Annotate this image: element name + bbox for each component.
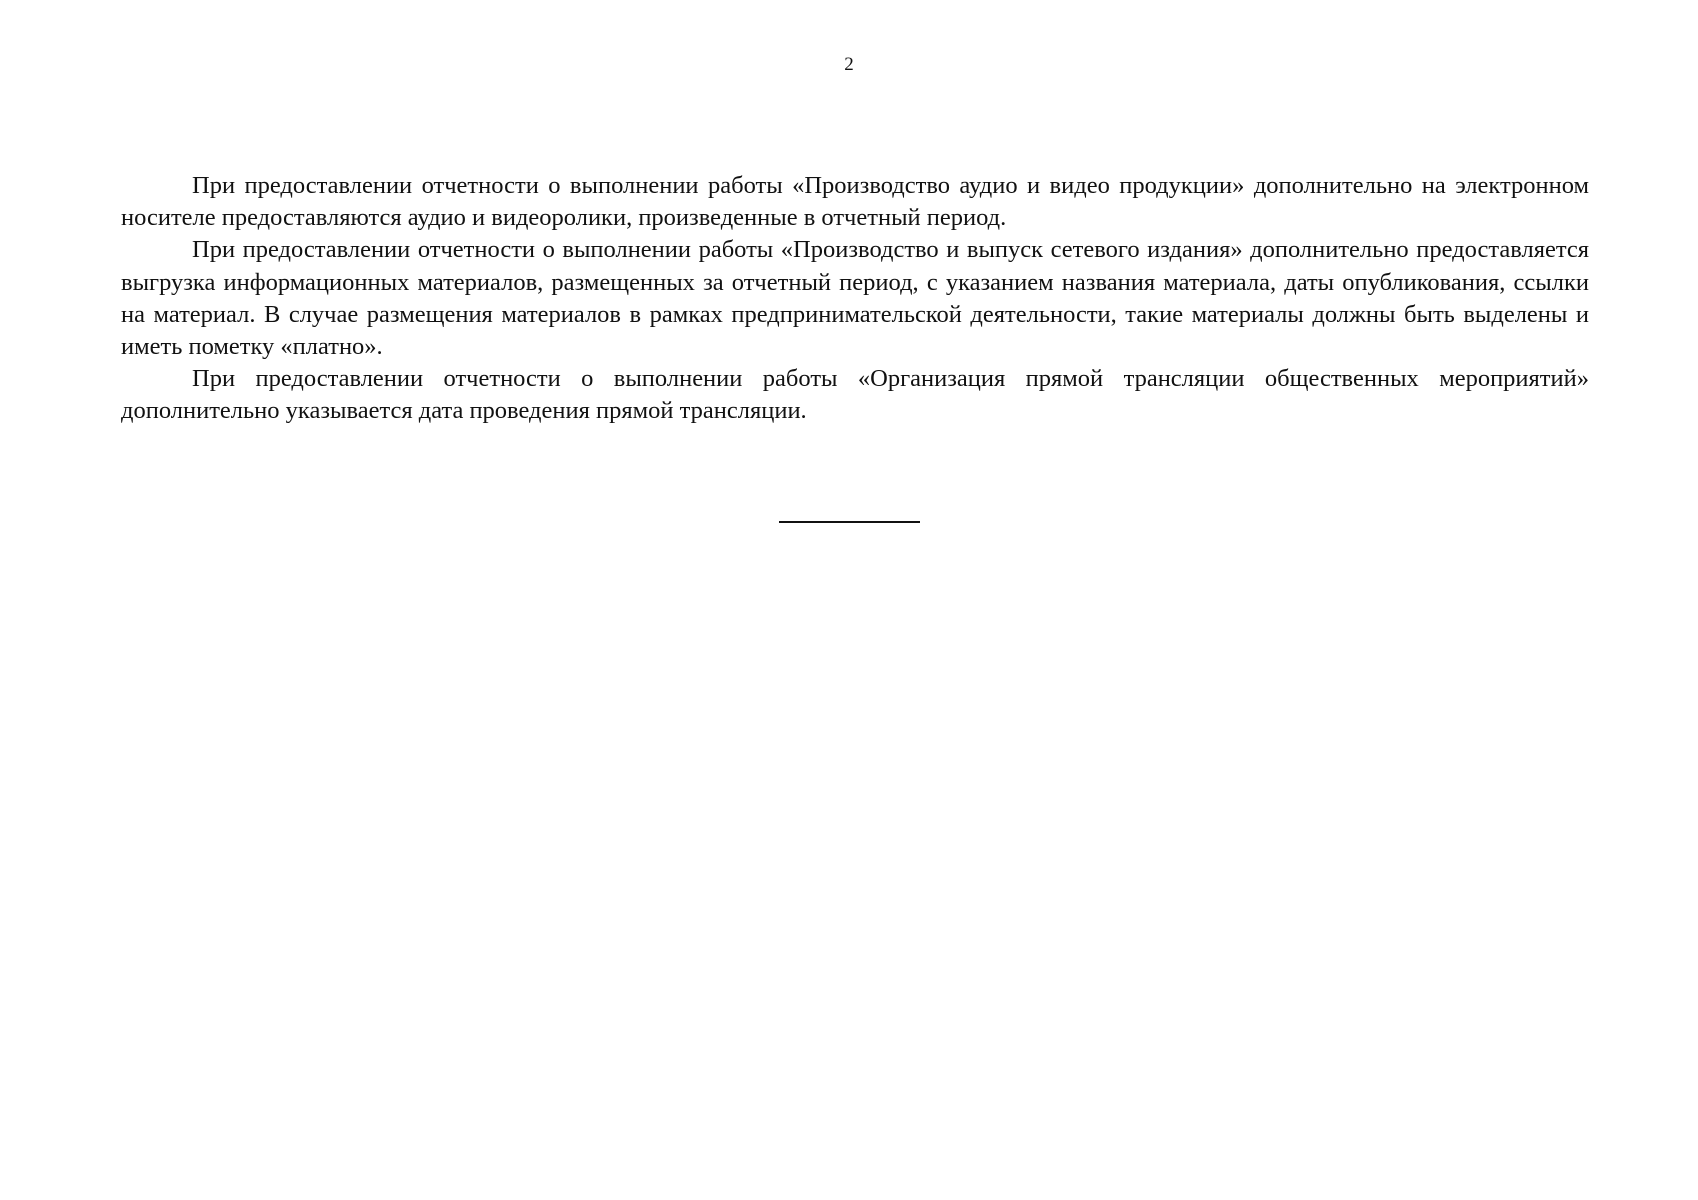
paragraph-network-edition: При предоставлении отчетности о выполнении работы «Производство и выпуск сетевого издания» дополнительно предоставляется выгрузка информационных материалов, размещенных за отчетный период, с указанием названия материала, даты опубликования, ссылки на материал. В случае размещения материалов в рамках предпринимательской деятельности, такие материалы должны быть выделены и иметь пометку «платно».: [121, 236, 1589, 361]
paragraph-audio-video: При предоставлении отчетности о выполнении работы «Производство аудио и видео продукции» дополнительно на электронном носителе предоставляются аудио и видеоролики, произведенные в отчетный период.: [121, 172, 1589, 232]
paragraph-live-broadcast: При предоставлении отчетности о выполнении работы «Организация прямой трансляции общественных мероприятий» дополнительно указывается дата проведения прямой трансляции.: [121, 365, 1589, 425]
document-body: [121, 170, 1589, 428]
page-number: 2: [844, 54, 854, 75]
end-separator-line: [779, 521, 920, 523]
